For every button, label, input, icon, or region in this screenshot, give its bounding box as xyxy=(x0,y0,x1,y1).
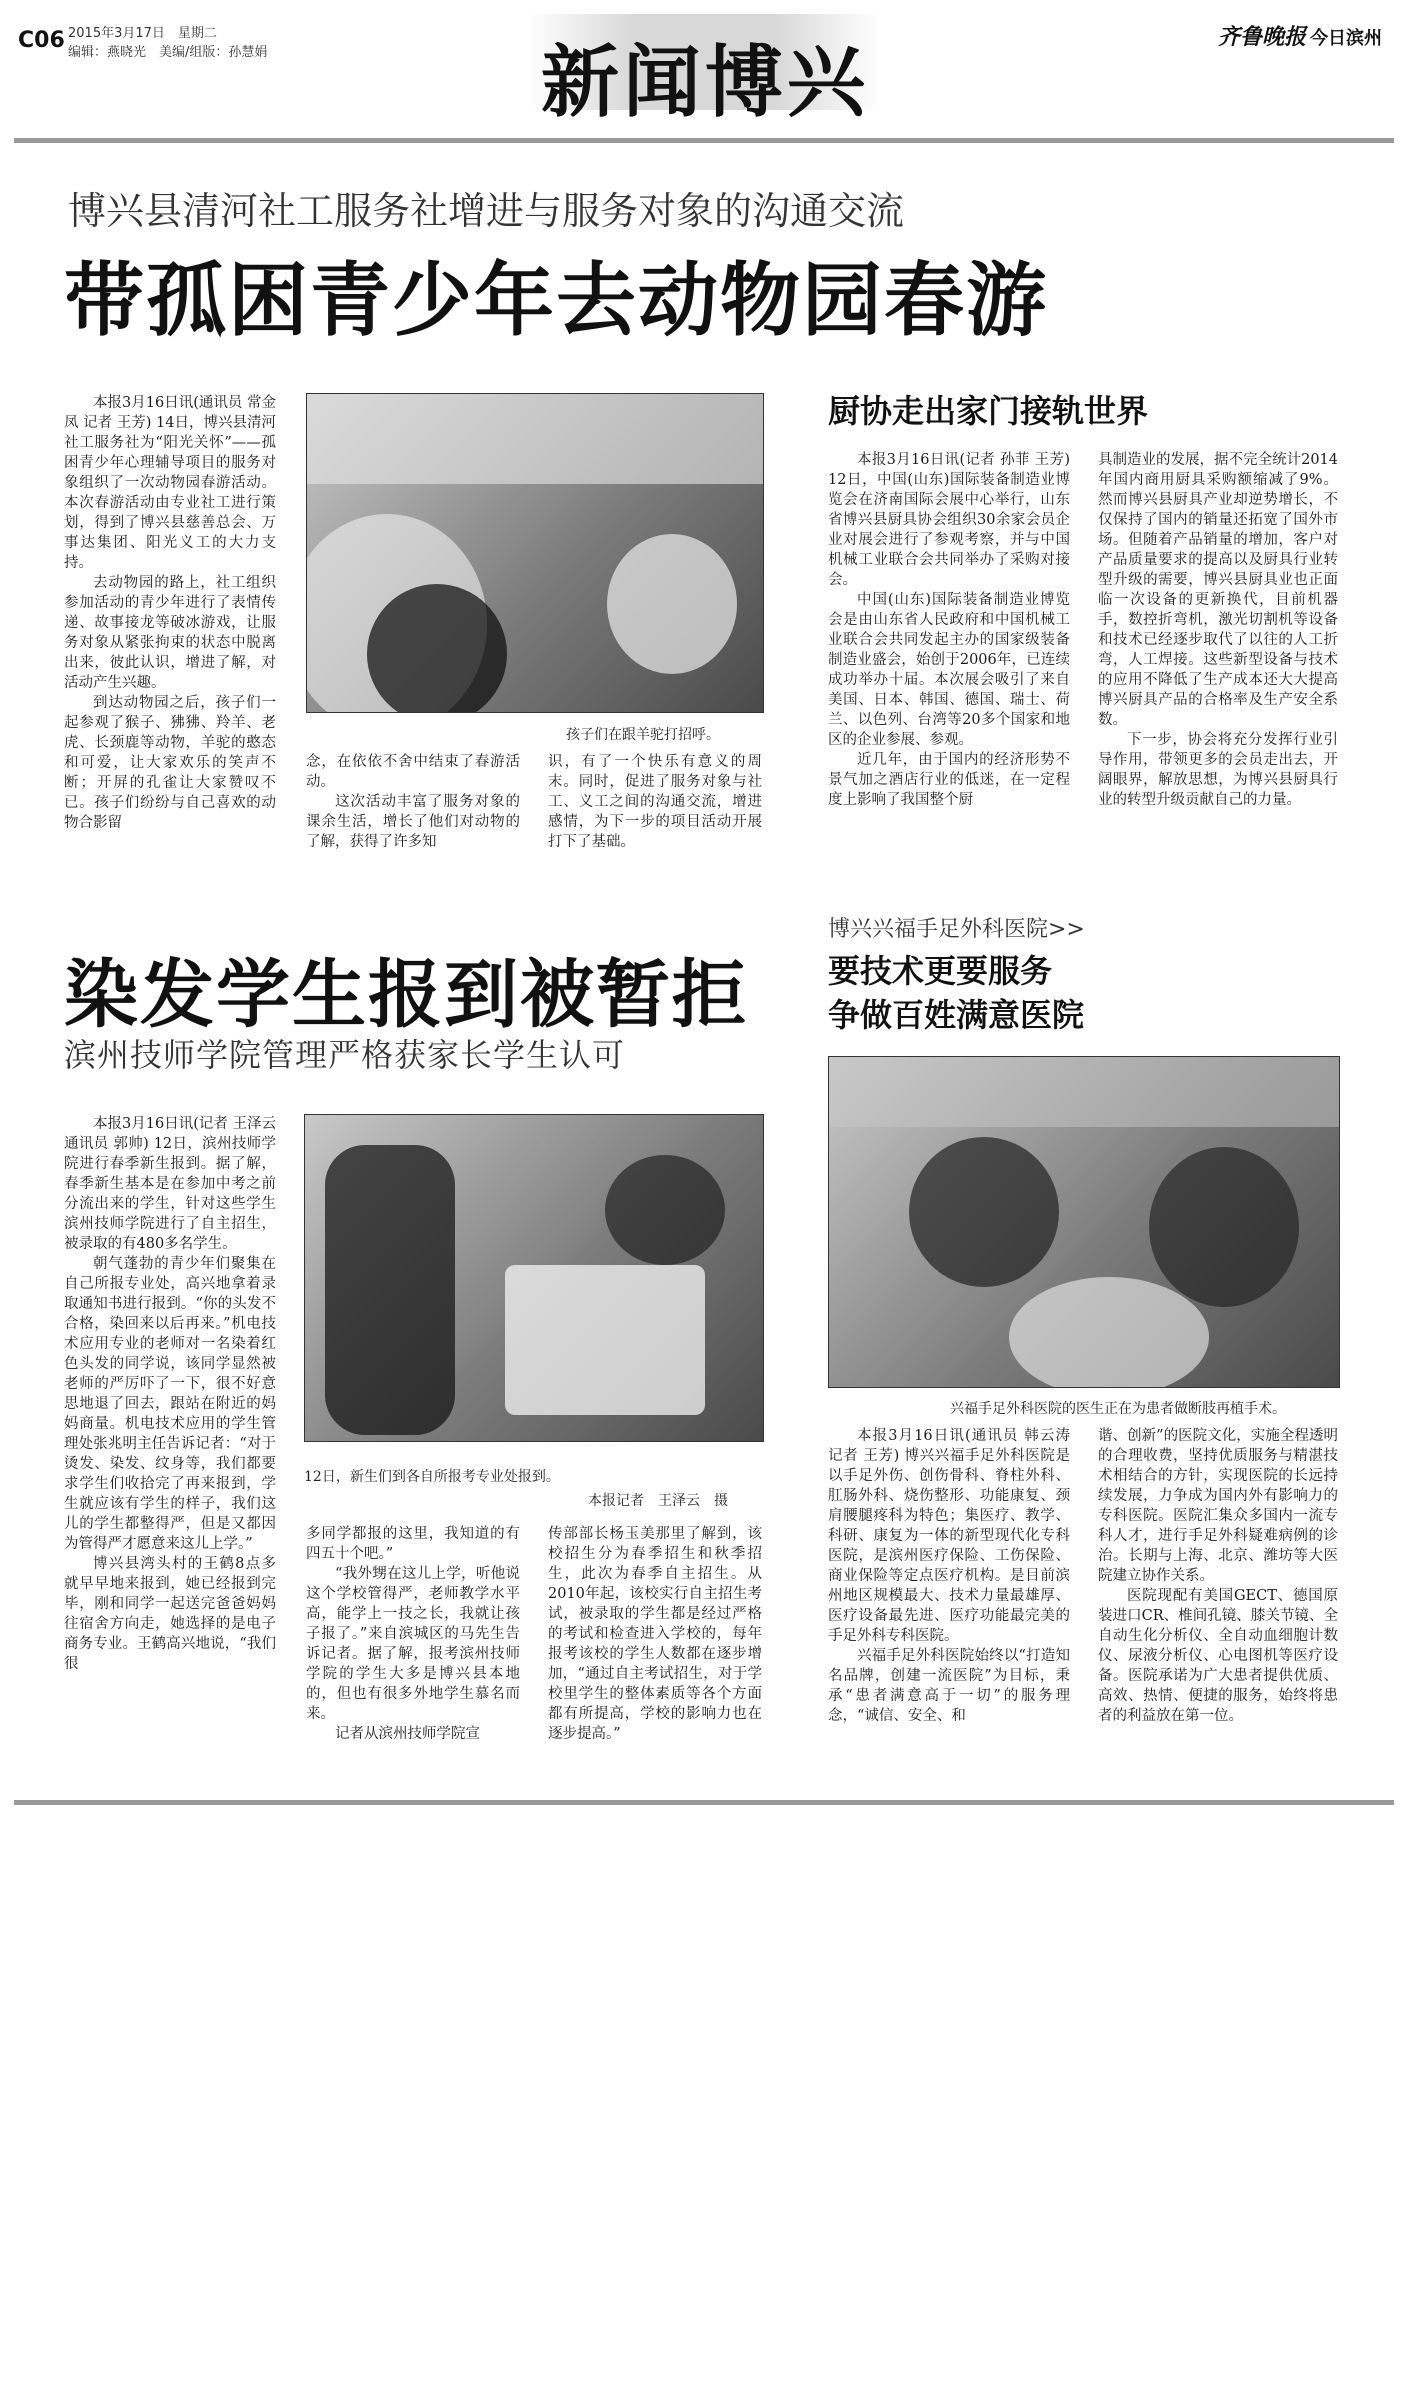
issue-date: 2015年3月17日 星期二 xyxy=(68,26,217,41)
paper-subtitle: 今日滨州 xyxy=(1310,28,1382,49)
story4-headline-line1: 要技术更要服务 xyxy=(828,952,1053,990)
story3-photo-credit: 本报记者 王泽云 摄 xyxy=(588,1493,728,1509)
story1-photo-alpaca xyxy=(306,393,764,713)
footer-rule xyxy=(14,1800,1394,1805)
masthead-rule xyxy=(14,138,1394,143)
story4-col1: 本报3月16日讯(通讯员 韩云涛 记者 王芳) 博兴兴福手足外科医院是以手足外伤、创伤骨科、脊柱外科、肛肠外科、烧伤整形、功能康复、颈肩腰腿疼科为特色；集医疗、教学、科研、康复为一体的新型现代化专科医院，是滨州医疗保险、工伤保险、商业保险等定点医疗机构。是目前滨州地区规模最大、技术力量最雄厚、医疗设备最先进、医疗功能最完美的手足外科专科医院。 兴福手足外科医院始终以“打造知名品牌，创建一流医院”为目标，秉承“患者满意高于一切”的服务理念，“诚信、安全、和 xyxy=(828,1428,1070,1724)
story1-photo-caption: 孩子们在跟羊驼打招呼。 xyxy=(566,727,720,743)
story3-photo-caption: 12日，新生们到各自所报考专业处报到。 xyxy=(304,1469,560,1485)
story1-col3: 识，有了一个快乐有意义的周末。同时，促进了服务对象与社工、义工之间的沟通交流，增进感情，为下一步的项目活动开展打下了基础。 xyxy=(548,754,762,850)
story4-photo-surgery xyxy=(828,1056,1340,1388)
paper-brand: 齐鲁晚报 xyxy=(1218,24,1307,50)
story4-headline-line2: 争做百姓满意医院 xyxy=(828,996,1085,1034)
story2-headline: 厨协走出家门接轨世界 xyxy=(828,392,1149,430)
story3-headline: 染发学生报到被暂拒 xyxy=(64,952,748,1038)
story3-subhead: 滨州技师学院管理严格获家长学生认可 xyxy=(64,1036,626,1074)
story1-subhead: 博兴县清河社工服务社增进与服务对象的沟通交流 xyxy=(68,189,905,233)
story1-col2: 念，在依依不舍中结束了春游活动。 这次活动丰富了服务对象的课余生活，增长了他们对动物的了解，获得了许多知 xyxy=(306,754,520,850)
story3-col2: 多同学都报的这里，我知道的有四五十个吧。” “我外甥在这儿上学，听他说这个学校管得严，老师教学水平高，能学上一技之长，我就让孩子报了。”来自滨城区的马先生告诉记者。据了解，报考滨州技师学院的学生大多是博兴县本地的，但也有很多外地学生慕名而来。 记者从滨州技师学院宣 xyxy=(306,1526,520,1742)
editor-credits: 编辑：燕晓光 美编/组版：孙慧娟 xyxy=(68,45,268,60)
story1-headline: 带孤困青少年去动物园春游 xyxy=(64,254,1048,347)
story4-col2: 谐、创新”的医院文化，实施全程透明的合理收费，坚持优质服务与精湛技术相结合的方针，实现医院的长远持续发展，力争成为国内外有影响力的专科医院。医院汇集众多国内一流专科人才，进行手足外科疑难病例的诊治。长期与上海、北京、潍坊等大医院建立协作关系。 医院现配有美国GECT、德国原装进口CR、椎间孔镜、膝关节镜、全自动生化分析仪、全自动血细胞计数仪、尿液分析仪、心电图机等医疗设备。医院承诺为广大患者提供优质、高效、热情、便捷的服务，始终将患者的利益放在第一位。 xyxy=(1098,1428,1338,1724)
story2-col2: 具制造业的发展，据不完全统计2014年国内商用厨具采购额缩减了9%。然而博兴县厨具产业却逆势增长，不仅保持了国内的销量还拓宽了国外市场。但随着产品销量的增加，客户对产品质量要求的提高以及厨具行业转型升级的需要，博兴县厨具业也正面临一次设备的更新换代，目前机器手，数控折弯机，激光切割机等设备和技术已经逐步取代了以往的人工折弯，人工焊接。这些新型设备与技术的应用不降低了生产成本还大大提高博兴厨具产品的合格率及生产安全系数。 下一步，协会将充分发挥行业引导作用，带领更多的会员走出去，开阔眼界，解放思想，为博兴县厨具行业的转型升级贡献自己的力量。 xyxy=(1098,452,1338,808)
story4-kicker: 博兴兴福手足外科医院>> xyxy=(828,917,1085,942)
story3-col1: 本报3月16日讯(记者 王泽云 通讯员 郭帅) 12日，滨州技师学院进行春季新生报到。据了解，春季新生基本是在参加中考之前分流出来的学生，针对这些学生滨州技师学院进行了自主招生，被录取的有480多名学生。 朝气蓬勃的青少年们聚集在自己所报专业处，高兴地拿着录取通知书进行报到。“你的头发不合格，染回来以后再来。”机电技术应用专业的老师对一名染着红色头发的同学说，该同学显然被老师的严厉吓了一下，很不好意思地退了回去，跟站在附近的妈妈商量。机电技术应用的学生管理处张兆明主任告诉记者：“对于烫发、染发、纹身等，我们都要求学生们收拾完了再来报到，学生就应该有学生的样子，我们这儿的学生都整得严，但是又都因为管得严才愿意来这儿上学。” 博兴县湾头村的王鹤8点多就早早地来报到，她已经报到完毕，刚和同学一起送完爸爸妈妈往宿舍方向走，她选择的是电子商务专业。王鹤高兴地说，“我们很 xyxy=(64,1116,276,1672)
story4-photo-caption: 兴福手足外科医院的医生正在为患者做断肢再植手术。 xyxy=(950,1401,1286,1417)
story3-col3: 传部部长杨玉美那里了解到，该校招生分为春季招生和秋季招生，此次为春季自主招生。从2010年起，该校实行自主招生考试，被录取的学生都是经过严格的考试和检查进入学校的，每年报考该校的学生人数都在逐步增加，“通过自主考试招生，对于学校里学生的整体素质等各个方面都有所提高，学校的影响力也在逐步提高。” xyxy=(548,1526,762,1742)
story2-col1: 本报3月16日讯(记者 孙菲 王芳) 12日，中国(山东)国际装备制造业博览会在济南国际会展中心举行，山东省博兴县厨具协会组织30余家会员企业对展会进行了参观考察，并与中国机械工业联合会共同举办了采购对接会。 中国(山东)国际装备制造业博览会是由山东省人民政府和中国机械工业联合会共同发起主办的国家级装备制造业盛会，始创于2006年，已连续成功举办十届。本次展会吸引了来自美国、日本、韩国、德国、瑞士、荷兰、以色列、台湾等20多个国家和地区的企业参展、参观。 近几年，由于国内的经济形势不景气加之酒店行业的低迷，在一定程度上影响了我国整个厨 xyxy=(828,452,1070,808)
section-title: 新闻博兴 xyxy=(540,37,869,128)
story1-col1: 本报3月16日讯(通讯员 常金凤 记者 王芳) 14日，博兴县清河社工服务社为“阳光关怀”——孤困青少年心理辅导项目的服务对象组织了一次动物园春游活动。本次春游活动由专业社工进行策划，得到了博兴县慈善总会、万事达集团、阳光义工的大力支持。 去动物园的路上，社工组织参加活动的青少年进行了表情传递、故事接龙等破冰游戏，让服务对象从紧张拘束的状态中脱离出来，彼此认识，增进了解，对活动产生兴趣。 到达动物园之后，孩子们一起参观了猴子、狒狒、羚羊、老虎、长颈鹿等动物，羊驼的憨态和可爱，让大家欢乐的笑声不断；开屏的孔雀让大家赞叹不已。孩子们纷纷与自己喜欢的动物合影留 xyxy=(64,395,276,831)
page-number: C06 xyxy=(18,28,65,53)
story3-photo-registration xyxy=(304,1114,764,1442)
